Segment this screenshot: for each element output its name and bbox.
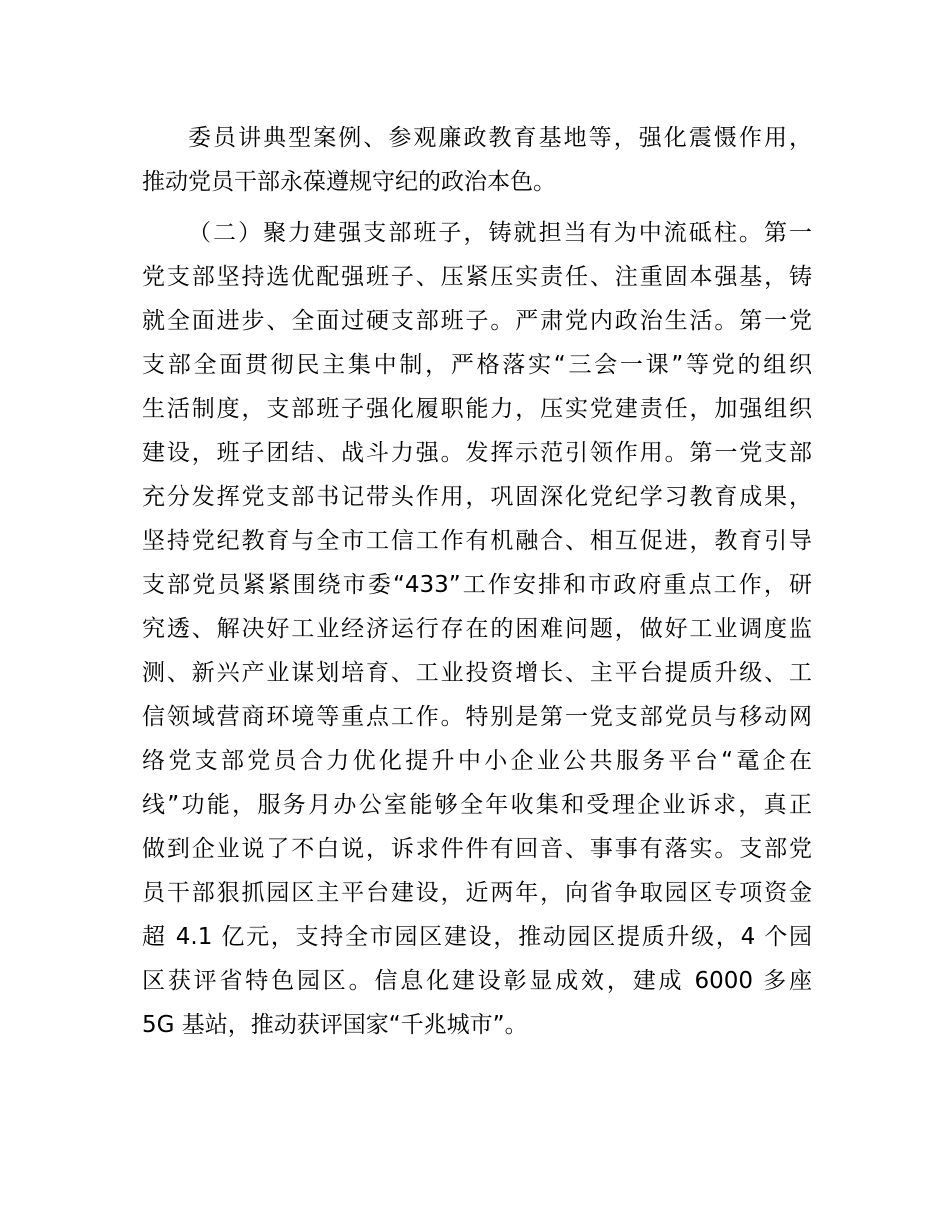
paragraph-2-line-10: 究透、解决好工业经济运行存在的困难问题，做好工业调度监 [142, 616, 812, 642]
paragraph-2-line-16: 员干部狠抓园区主平台建设，近两年，向省争取园区专项资金 [142, 880, 812, 906]
paragraph-2-line-12: 信领域营商环境等重点工作。特别是第一党支部党员与移动网 [142, 704, 812, 730]
paragraph-1-line-1: 委员讲典型案例、参观廉政教育基地等，强化震慑作用， [188, 125, 812, 151]
paragraph-2-line-3: 就全面进步、全面过硬支部班子。严肃党内政治生活。第一党 [142, 308, 812, 334]
paragraph-1-line-2: 推动党员干部永葆遵规守纪的政治本色。 [142, 169, 556, 195]
paragraph-2-line-5: 生活制度，支部班子强化履职能力，压实党建责任，加强组织 [142, 396, 812, 422]
paragraph-2-line-13: 络党支部党员合力优化提升中小企业公共服务平台“鼋企在 [142, 748, 812, 774]
paragraph-2-line-18: 区获评省特色园区。信息化建设彰显成效，建成 6000 多座 [142, 968, 812, 994]
paragraph-2-line-2: 党支部坚持选优配强班子、压紧压实责任、注重固本强基，铸 [142, 264, 812, 290]
paragraph-2-line-9: 支部党员紧紧围绕市委“433”工作安排和市政府重点工作，研 [142, 572, 812, 598]
paragraph-2-line-11: 测、新兴产业谋划培育、工业投资增长、主平台提质升级、工 [142, 660, 812, 686]
paragraph-2-line-1: （二）聚力建强支部班子，铸就担当有为中流砥柱。第一 [188, 220, 812, 246]
paragraph-2-line-14: 线”功能，服务月办公室能够全年收集和受理企业诉求，真正 [142, 792, 812, 818]
paragraph-2-line-6: 建设，班子团结、战斗力强。发挥示范引领作用。第一党支部 [142, 440, 812, 466]
paragraph-2-line-15: 做到企业说了不白说，诉求件件有回音、事事有落实。支部党 [142, 836, 812, 862]
paragraph-2-line-7: 充分发挥党支部书记带头作用，巩固深化党纪学习教育成果， [142, 484, 812, 510]
paragraph-2-line-17: 超 4.1 亿元，支持全市园区建设，推动园区提质升级，4 个园 [142, 924, 812, 950]
paragraph-2-line-8: 坚持党纪教育与全市工信工作有机融合、相互促进，教育引导 [142, 528, 812, 554]
paragraph-2-line-4: 支部全面贯彻民主集中制，严格落实“三会一课”等党的组织 [142, 352, 812, 378]
paragraph-2-line-19: 5G 基站，推动获评国家“千兆城市”。 [142, 1012, 528, 1038]
